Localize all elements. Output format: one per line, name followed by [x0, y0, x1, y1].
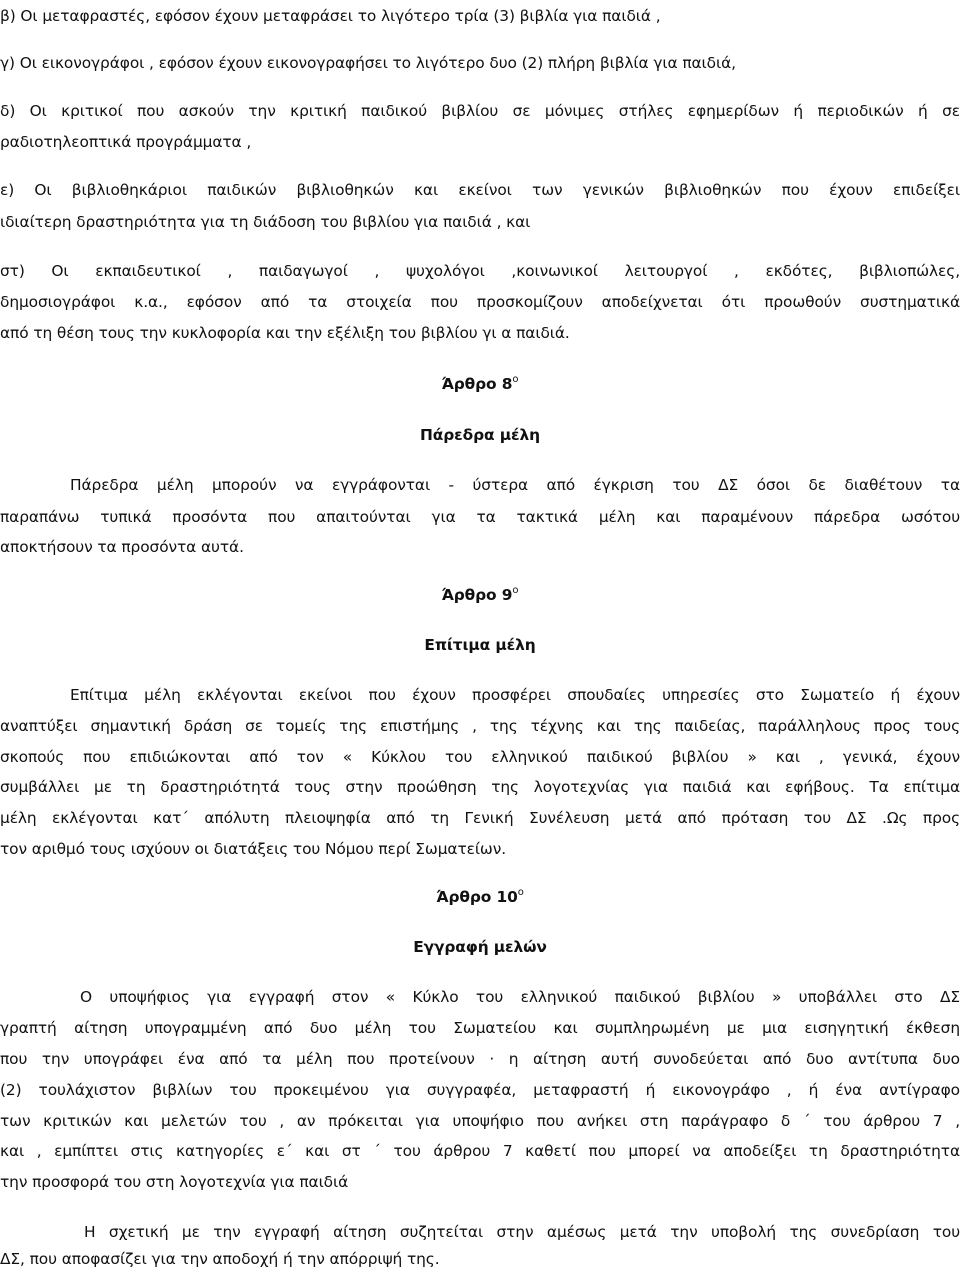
article-9-heading [0, 580, 960, 610]
article-10-heading [0, 882, 960, 912]
article-9-heading-text: Άρθρο 9 [441, 586, 513, 604]
article-9-line-1: Επίτιμα μέλη εκλέγονται εκείνοι που έχουν προσφέρει σπουδαίες υπηρεσίες στο Σωματείο ή έχουν [70, 686, 960, 704]
article-8-heading-sup: ο [512, 374, 519, 385]
article-10-line-1: Ο υποψήφιος για εγγραφή στον « Κύκλο του ελληνικού παιδικού βιβλίου » υποβάλλει στο ΔΣ [80, 988, 960, 1006]
article-9-line-5: μέλη εκλέγονται κατ΄ απόλυτη πλειοψηφία από τη Γενική Συνέλευση μετά από πρόταση του ΔΣ .Ως προς [0, 809, 960, 827]
article-10-heading-text: Άρθρο 10 [436, 888, 518, 906]
article-9-title: Επίτιμα μέλη [424, 636, 536, 654]
article-9-line-6: τον αριθμό τους ισχύουν οι διατάξεις του Νόμου περί Σωματείων. [0, 840, 507, 858]
article-9-line-2: αναπτύξει σημαντική δράση σε τομείς της επιστήμης , της τέχνης και της παιδείας, παράλληλους προς τους [0, 717, 960, 735]
article-8-heading [0, 369, 960, 399]
article-8-line-2: παραπάνω τυπικά προσόντα που απαιτούνται για τα τακτικά μέλη και παραμένουν πάρεδρα ωσότου [0, 508, 960, 526]
article-10-line-5: των κριτικών και μελετών του , αν πρόκειται για υποψήφιο που ανήκει στη παράγραφο δ ΄ του άρθρου 7 , [0, 1112, 960, 1130]
article-9-line-3: σκοπούς που επιδιώκονται από τον « Κύκλου του ελληνικού παιδικού βιβλίου » και , γενικά, έχουν [0, 748, 960, 766]
article-9-heading-sup: ο [512, 585, 519, 596]
item-d-line-1: δ) Οι κριτικοί που ασκούν την κριτική παιδικού βιβλίου σε μόνιμες στήλες εφημερίδων ή περιοδικών ή σε [0, 102, 960, 120]
article-9-line-4: συμβάλλει με τη δραστηριότητά τους στην προώθηση της λογοτεχνίας για παιδιά και εφήβους. Τα επίτιμα [0, 778, 960, 796]
item-d-line-2: ραδιοτηλεοπτικά προγράμματα , [0, 133, 252, 151]
article-8-line-1: Πάρεδρα μέλη μπορούν να εγγράφονται - ύστερα από έγκριση του ΔΣ όσοι δε διαθέτουν τα [70, 476, 960, 494]
article-10-heading-sup: ο [517, 887, 524, 898]
article-10-line-7: την προσφορά του στη λογοτεχνία για παιδιά [0, 1173, 349, 1191]
item-b: β) Οι μεταφραστές, εφόσον έχουν μεταφράσει το λιγότερο τρία (3) βιβλία για παιδιά , [0, 7, 661, 25]
article-8-heading-text: Άρθρο 8 [441, 375, 513, 393]
item-e-line-2: ιδιαίτερη δραστηριότητα για τη διάδοση του βιβλίου για παιδιά , και [0, 213, 531, 231]
article-10-para2-line-2: ΔΣ, που αποφασίζει για την αποδοχή ή την απόρριψή της. [0, 1250, 440, 1268]
article-8-title: Πάρεδρα μέλη [420, 426, 540, 444]
item-e-line-1: ε) Οι βιβλιοθηκάριοι παιδικών βιβλιοθηκών και εκείνοι των γενικών βιβλιοθηκών που έχουν επιδείξει [0, 181, 960, 199]
item-g: γ) Οι εικονογράφοι , εφόσον έχουν εικονογραφήσει το λιγότερο δυο (2) πλήρη βιβλία για παιδιά, [0, 54, 736, 72]
item-st-line-3: από τη θέση τους την κυκλοφορία και την εξέλιξη του βιβλίου γι α παιδιά. [0, 324, 570, 342]
article-10-line-3: που την υπογράφει ένα από τα μέλη που προτείνουν · η αίτηση αυτή συνοδεύεται από δυο αντίτυπα δυο [0, 1050, 960, 1068]
article-10-line-6: και , εμπίπτει στις κατηγορίες ε΄ και στ ΄ του άρθρου 7 καθετί που μπορεί να αποδείξει τη δραστηριότητα [0, 1142, 960, 1160]
item-st-line-1: στ) Οι εκπαιδευτικοί , παιδαγωγοί , ψυχολόγοι ,κοινωνικοί λειτουργοί , εκδότες, βιβλιοπώλες, [0, 262, 960, 280]
article-8-line-3: αποκτήσουν τα προσόντα αυτά. [0, 538, 244, 556]
article-10-line-4: (2) τουλάχιστον βιβλίων του προκειμένου για συγγραφέα, μεταφραστή ή εικονογράφο , ή ένα αντίγραφο [0, 1081, 960, 1099]
article-10-line-2: γραπτή αίτηση υπογραμμένη από δυο μέλη του Σωματείου και συμπληρωμένη με μια εισηγητική έκθεση [0, 1019, 960, 1037]
item-st-line-2: δημοσιογράφοι κ.α., εφόσον από τα στοιχεία που προσκομίζουν αποδείχνεται ότι προωθούν συστηματικά [0, 293, 960, 311]
article-10-title: Εγγραφή μελών [413, 938, 547, 956]
article-10-para2-line-1: Η σχετική με την εγγραφή αίτηση συζητείται στην αμέσως μετά την υποβολή της συνεδρίαση του [84, 1223, 960, 1241]
